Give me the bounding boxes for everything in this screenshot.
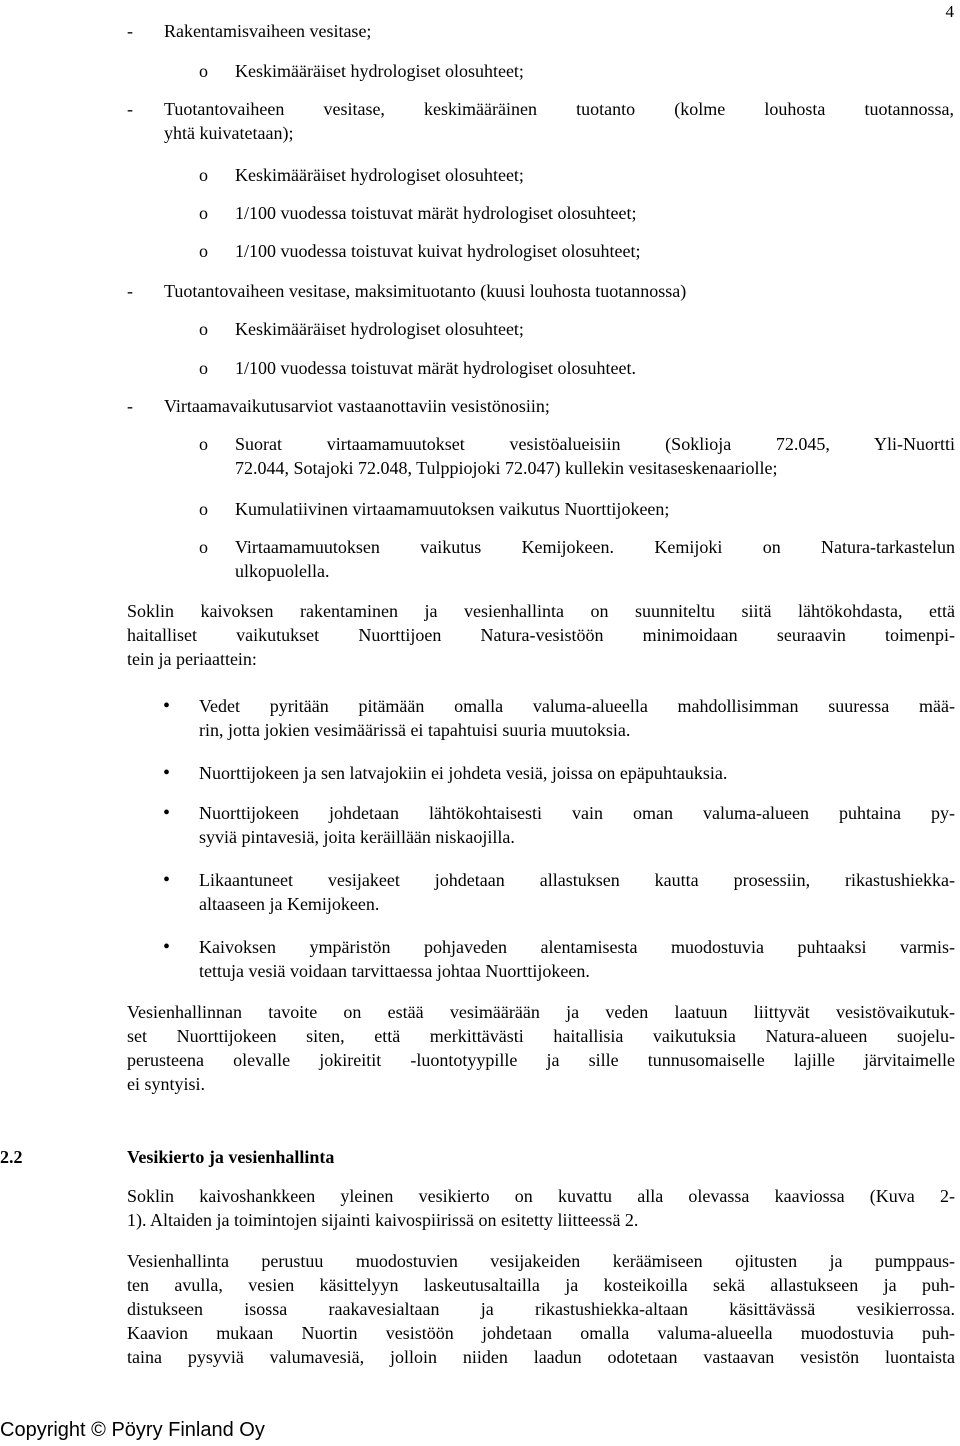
bullet-marker: • [163,869,171,891]
dash-marker: - [127,396,133,416]
paragraph [127,599,955,671]
text-line: 1). Altaiden ja toimintojen sijainti kaivospiirissä on esitetty liitteessä 2. [127,1210,639,1230]
text-line: Likaantuneet vesijakeet johdetaan allastuksen kautta prosessiin, rikastushiekka- [199,870,955,890]
bullet-text [199,935,955,983]
text-line: Virtaamamuutoksen vaikutus Kemijokeen. Kemijoki on Natura-tarkastelun [235,537,955,557]
text-line: ei syntyisi. [127,1074,206,1094]
text-line: ten avulla, vesien käsittelyyn laskeutusaltailla ja kosteikoilla sekä allastukseen ja puh- [127,1275,955,1295]
text-line: set Nuorttijokeen siten, että merkittävästi haitallisia vaikutuksia Natura-alueen suojelu- [127,1026,955,1046]
o-marker: o [199,165,208,185]
o-marker: o [199,499,208,519]
section-number: 2.2 [0,1147,23,1167]
bullet-marker: • [163,802,171,824]
o-marker: o [199,241,208,261]
bullet-text [199,868,955,916]
copyright-footer: Copyright © Pöyry Finland Oy [0,1419,265,1441]
text-line: Suorat virtaamamuutokset vesistöalueisiin (Soklioja 72.045, Yli-Nuortti [235,434,955,454]
text-line: Vesienhallinnan tavoite on estää vesimäärään ja veden laatuun liittyvät vesistövaikutuk- [127,1002,955,1022]
list-item-text: Tuotantovaiheen vesitase, maksimituotanto (kuusi louhosta tuotannossa) [164,281,687,301]
text-line: Soklin kaivoshankkeen yleinen vesikierto on kuvattu alla olevassa kaaviossa (Kuva 2- [127,1186,955,1206]
dash-marker: - [127,281,133,301]
sub-list-item-text: 1/100 vuodessa toistuvat kuivat hydrologiset olosuhteet; [235,241,641,261]
list-item-text: Rakentamisvaiheen vesitase; [164,21,372,41]
text-line: Kaavion mukaan Nuortin vesistöön johdetaan omalla valuma-alueella muodostuvia puh- [127,1323,955,1343]
bullet-marker: • [163,936,171,958]
text-line: syviä pintavesiä, joita keräillään niskaojilla. [199,827,515,847]
bullet-marker: • [163,762,171,784]
text-line: distukseen isossa raakavesialtaan ja rikastushiekka-altaan käsittävässä vesikierrossa. [127,1299,955,1319]
text-line: Vedet pyritään pitämään omalla valuma-alueella mahdollisimman suuressa mää- [199,696,955,716]
text-line: Vesienhallinta perustuu muodostuvien vesijakeiden keräämiseen ojitusten ja pumppaus- [127,1251,955,1271]
text-line: Kaivoksen ympäristön pohjaveden alentamisesta muodostuvia puhtaaksi varmis- [199,937,955,957]
dash-marker: - [127,99,133,119]
bullet-text [199,694,955,742]
sub-list-item-text: Kumulatiivinen virtaamamuutoksen vaikutus Nuorttijokeen; [235,499,670,519]
paragraph [127,1249,955,1369]
page-number: 4 [945,2,954,21]
text-line: rin, jotta jokien vesimäärissä ei tapahtuisi suuria muutoksia. [199,720,631,740]
text-line: haitalliset vaikutukset Nuorttijoen Natura-vesistöön minimoidaan seuraavin toimenpi- [127,625,955,645]
text-line: tettuja vesiä voidaan tarvittaessa johtaa Nuorttijokeen. [199,961,590,981]
section-title: Vesikierto ja vesienhallinta [127,1147,335,1167]
dash-marker: - [127,21,133,41]
text-line: ulkopuolella. [235,561,330,581]
text-line: Tuotantovaiheen vesitase, keskimääräinen tuotanto (kolme louhosta tuotannossa, [164,99,954,119]
sub-list-item-text: Keskimääräiset hydrologiset olosuhteet; [235,61,524,81]
text-line: taina pysyviä valumavesiä, jolloin niiden laadun odotetaan vastaavan vesistön luontaista [127,1347,955,1367]
list-item-text: Virtaamavaikutusarviot vastaanottaviin vesistönosiin; [164,396,550,416]
text-line: Soklin kaivoksen rakentaminen ja vesienhallinta on suunniteltu siitä lähtökohdasta, että [127,601,955,621]
text-line: tein ja periaattein: [127,649,257,669]
text-line: Nuorttijokeen johdetaan lähtökohtaisesti vain oman valuma-alueen puhtaina py- [199,803,955,823]
text-line: altaaseen ja Kemijokeen. [199,894,380,914]
text-line: perusteena olevalle jokireitit -luontotyypille ja sille tunnusomaiselle lajille järvitaimelle [127,1050,955,1070]
text-line: 72.044, Sotajoki 72.048, Tulppiojoki 72.047) kullekin vesitaseskenaariolle; [235,458,778,478]
sub-list-item-text: Keskimääräiset hydrologiset olosuhteet; [235,319,524,339]
text-line: Nuorttijokeen ja sen latvajokiin ei johdeta vesiä, joissa on epäpuhtauksia. [199,763,728,783]
bullet-text [199,801,955,849]
o-marker: o [199,61,208,81]
o-marker: o [199,319,208,339]
text-line: yhtä kuivatetaan); [164,123,294,143]
o-marker: o [199,434,208,454]
o-marker: o [199,358,208,378]
o-marker: o [199,537,208,557]
sub-list-item-text [235,535,955,583]
sub-list-item-text: 1/100 vuodessa toistuvat märät hydrologiset olosuhteet; [235,203,637,223]
paragraph [127,1184,955,1232]
sub-list-item-text: Keskimääräiset hydrologiset olosuhteet; [235,165,524,185]
bullet-marker: • [163,695,171,717]
bullet-text [199,761,955,785]
paragraph [127,1000,955,1096]
sub-list-item-text [235,432,955,480]
sub-list-item-text: 1/100 vuodessa toistuvat märät hydrologiset olosuhteet. [235,358,636,378]
o-marker: o [199,203,208,223]
list-item-text [164,97,954,145]
